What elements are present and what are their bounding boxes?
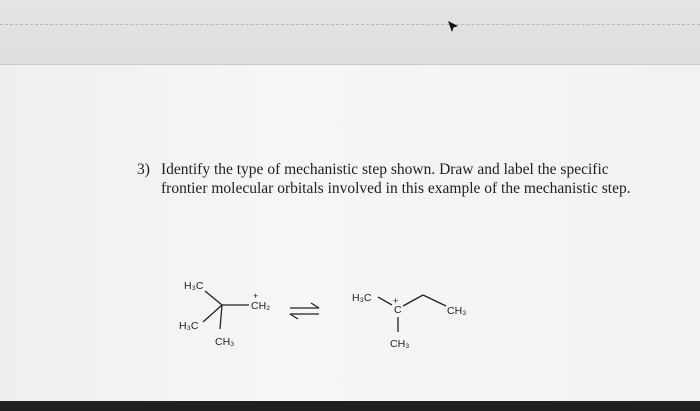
reactant-positive-charge: + — [253, 291, 259, 301]
reactant-methyl-bottom: CH₃ — [215, 336, 235, 348]
bottom-bar — [0, 401, 700, 411]
reaction-scheme — [0, 129, 700, 389]
question-number: 3) — [137, 161, 150, 178]
product-positive-charge: + — [393, 296, 399, 306]
question-text-line-1: Identify the type of mechanistic step shown. Draw and label the specific — [161, 161, 609, 178]
equilibrium-arrows-icon — [290, 303, 319, 319]
reactant-methyl-left: H₃C — [179, 320, 199, 332]
product-methyl-end: CH₃ — [447, 305, 467, 317]
question-text-line-2: frontier molecular orbitals involved in this example of the mechanistic step. — [161, 180, 631, 197]
reactant-cation-carbon: CH₂ — [251, 300, 271, 312]
product-methyl-bottom: CH₃ — [390, 338, 410, 350]
top-toolbar-area — [0, 0, 700, 64]
cursor-arrow-icon — [446, 20, 460, 34]
dashed-divider — [0, 24, 700, 25]
document-page — [0, 64, 700, 402]
product-cation-carbon: C — [394, 304, 402, 316]
reactant-methyl-top: H₃C — [184, 280, 204, 292]
product-structure — [378, 295, 446, 332]
reactant-structure — [203, 291, 249, 329]
product-methyl-left: H₃C — [352, 292, 372, 304]
